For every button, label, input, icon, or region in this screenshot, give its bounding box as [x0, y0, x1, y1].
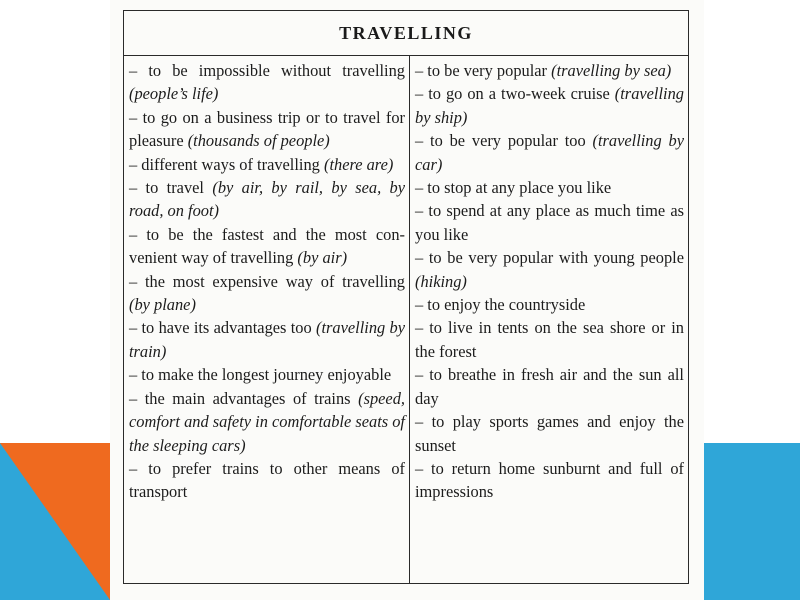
entry-note: (hiking) [415, 271, 467, 291]
entry-text: – to be the fastest and the most convenient way of travelling [129, 224, 405, 268]
entry-note: (by air, by rail, by sea, by road, on foot) [129, 178, 406, 221]
list-item [415, 246, 684, 293]
list-item [129, 176, 405, 223]
entry-note: (travelling by ship) [415, 84, 684, 127]
scanned-document [110, 0, 704, 600]
entry-text: – to spend at any place as much time as you like [415, 201, 684, 244]
right-column [410, 56, 688, 584]
vocabulary-table [123, 10, 689, 584]
entry-text: – to prefer trains to other means of transport [129, 458, 405, 502]
list-item [415, 129, 684, 176]
entry-note: (travelling by sea) [551, 61, 672, 80]
list-item [415, 176, 684, 199]
table-title: TRAVELLING [124, 11, 688, 56]
entry-note: (people’s life) [129, 84, 219, 104]
entry-text: – to go on a business trip or to travel for pleasure [129, 107, 405, 151]
entry-text: – to enjoy the countryside [415, 295, 586, 315]
list-item [415, 363, 684, 410]
entry-text: – to go on a two-week cruise [415, 84, 610, 104]
entry-text: – to travel [129, 178, 204, 198]
blue-corner-shape [690, 443, 800, 600]
entry-text: – to be impossible without travelling [129, 61, 405, 80]
list-item [129, 363, 405, 386]
list-item [129, 457, 405, 504]
entry-note: (travelling by car) [415, 131, 684, 174]
entry-note: (speed, comfort and safety in comfortable seats of the sleeping cars) [129, 388, 405, 455]
list-item [129, 316, 405, 363]
left-column [124, 56, 410, 584]
entry-text: – the main advantages of trains [129, 388, 351, 408]
entry-text: – to have its advantages too [129, 318, 312, 338]
list-item [415, 199, 684, 246]
entry-text: – the most expensive way of travelling [129, 271, 405, 291]
list-item [415, 82, 684, 129]
blue-corner-triangle [0, 443, 110, 600]
list-item [415, 457, 684, 504]
list-item [129, 153, 405, 176]
entry-text: – to stop at any place you like [415, 178, 612, 198]
entry-note: (travelling by train) [129, 318, 405, 361]
list-item [129, 59, 405, 106]
entry-text: – to play sports games and enjoy the sunset [415, 412, 684, 455]
table-columns [124, 56, 688, 584]
list-item [129, 106, 405, 153]
list-item [415, 410, 684, 457]
list-item [415, 59, 684, 82]
list-item [415, 293, 684, 316]
entry-text: – to return home sunburnt and full of impressions [415, 458, 684, 502]
entry-note: (by air) [297, 248, 348, 268]
entry-text: – to make the longest journey enjoyable [129, 365, 392, 385]
list-item [129, 270, 405, 317]
entry-text: – to be very popular [415, 61, 547, 80]
entry-note: (thousands of people) [187, 131, 330, 151]
list-item [129, 223, 405, 270]
entry-note: (by plane) [129, 295, 196, 315]
entry-text: – to be very popular too [415, 131, 586, 151]
entry-text: – to be very popular with young people [415, 248, 684, 268]
list-item [129, 387, 405, 457]
entry-text: – to live in tents on the sea shore or in the forest [415, 318, 684, 361]
entry-note: (there are) [323, 154, 394, 174]
entry-text: – different ways of travelling [129, 154, 320, 174]
entry-text: – to breathe in fresh air and the sun all day [415, 365, 684, 408]
list-item [415, 316, 684, 363]
